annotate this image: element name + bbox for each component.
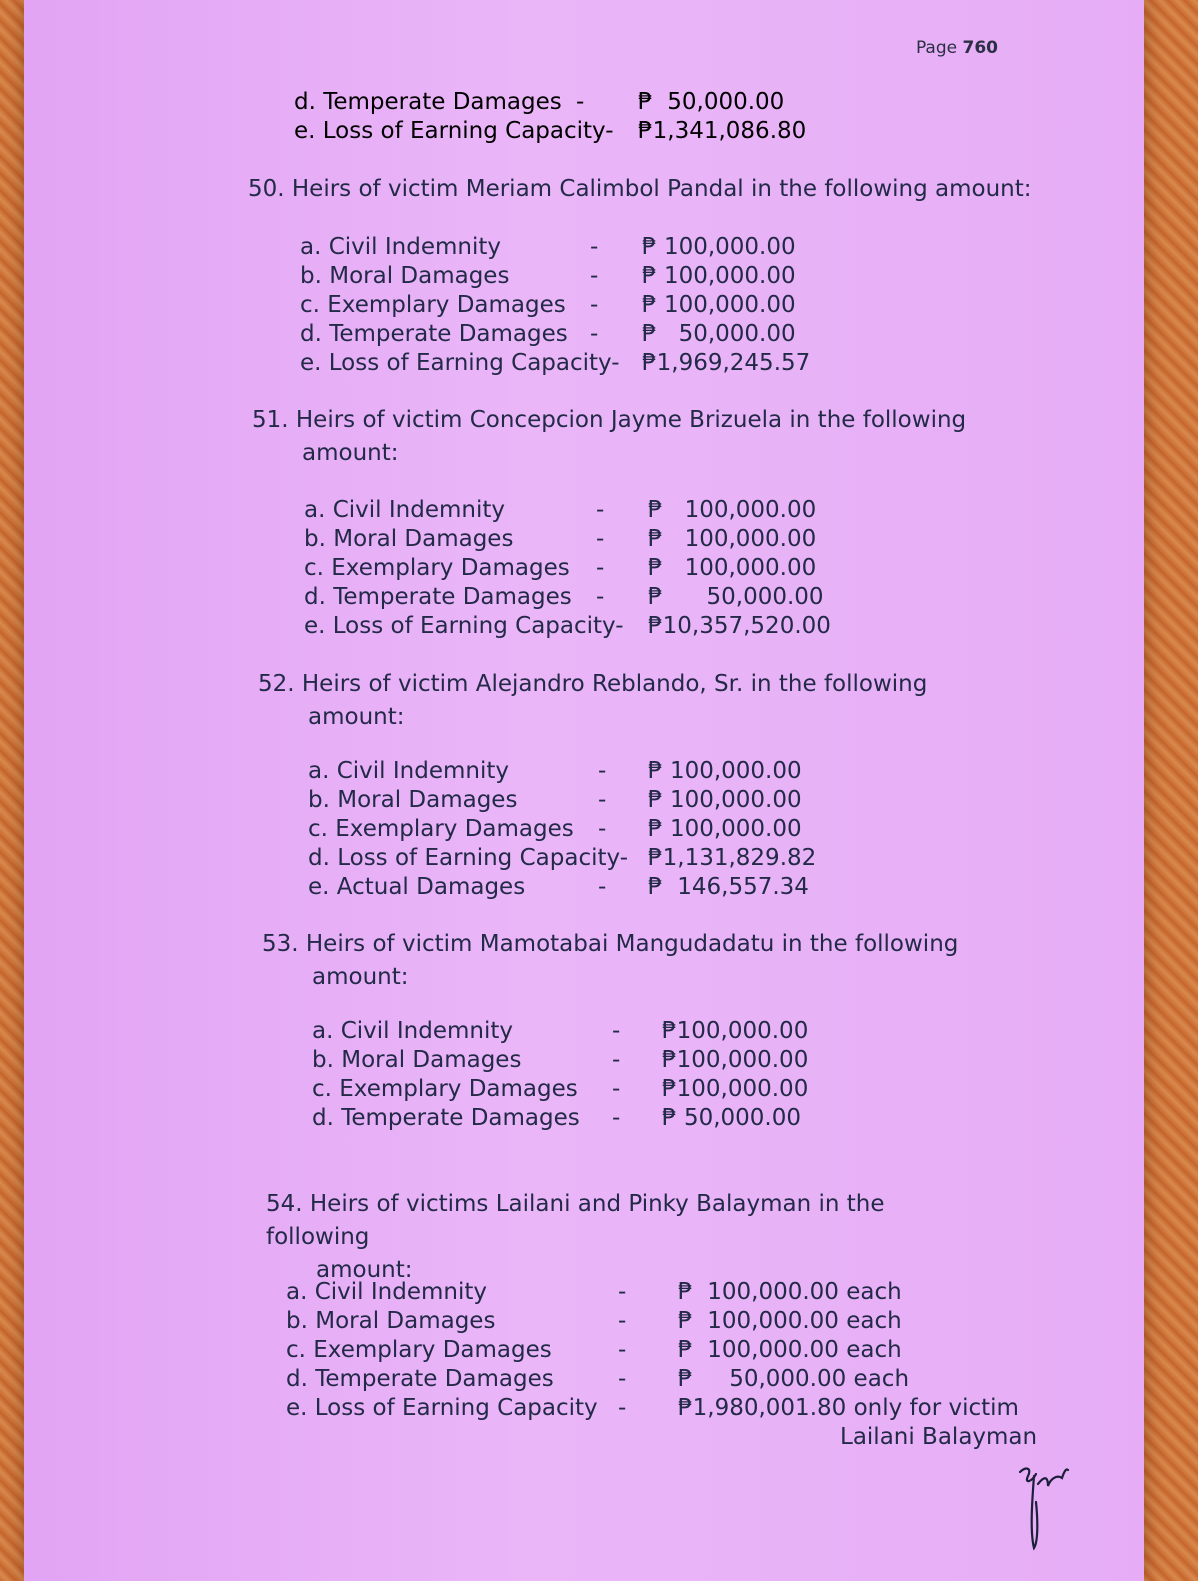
item-amount: ₱100,000.00: [662, 1018, 809, 1044]
section-heading-text: Heirs of victims Lailani and Pinky Balayman in the following: [266, 1191, 885, 1250]
section-heading-text: Heirs of victim Mamotabai Mangudadatu in the following: [305, 931, 959, 957]
item-label: d. Temperate Damages: [294, 89, 562, 115]
item-amount: ₱1,969,245.57: [642, 350, 811, 376]
item-amount: ₱1,980,001.80 only for victim: [678, 1395, 1019, 1421]
item-label: e. Loss of Earning Capacity-: [304, 613, 624, 639]
item-amount: ₱ 100,000.00 each: [678, 1337, 902, 1363]
section-heading-53: [262, 928, 982, 994]
item-label: c. Exemplary Damages: [304, 555, 570, 581]
item-amount: ₱ 50,000.00: [638, 89, 785, 115]
item-amount: ₱ 100,000.00: [648, 526, 817, 552]
item-dash: -: [612, 1076, 621, 1102]
item-dash: -: [612, 1047, 621, 1073]
section-heading-continuation: amount:: [308, 704, 405, 730]
item-amount: ₱ 100,000.00: [642, 292, 796, 318]
item-dash: -: [598, 816, 607, 842]
item-label: c. Exemplary Damages: [300, 292, 566, 318]
item-label: e. Loss of Earning Capacity: [286, 1395, 598, 1421]
item-label: c. Exemplary Damages: [312, 1076, 578, 1102]
item-amount: ₱ 50,000.00 each: [678, 1366, 910, 1392]
item-label: d. Loss of Earning Capacity-: [308, 845, 629, 871]
item-label: e. Actual Damages: [308, 874, 526, 900]
item-note: Lailani Balayman: [840, 1424, 1038, 1450]
item-amount: ₱ 100,000.00: [642, 263, 796, 289]
section-heading-continuation: amount:: [312, 964, 409, 990]
item-amount: ₱10,357,520.00: [648, 613, 831, 639]
item-dash: -: [618, 1366, 627, 1392]
item-amount: ₱ 100,000.00: [648, 758, 802, 784]
item-dash: -: [590, 234, 599, 260]
item-dash: -: [576, 89, 585, 115]
item-label: d. Temperate Damages: [312, 1105, 580, 1131]
item-label: e. Loss of Earning Capacity-: [300, 350, 620, 376]
section-number: 52.: [258, 671, 295, 697]
section-heading-50: [248, 173, 1032, 206]
item-amount: ₱ 50,000.00: [662, 1105, 801, 1131]
item-amount: ₱ 50,000.00: [648, 584, 824, 610]
item-amount: ₱1,131,829.82: [648, 845, 817, 871]
item-label: b. Moral Damages: [312, 1047, 522, 1073]
item-label: b. Moral Damages: [300, 263, 510, 289]
item-label: d. Temperate Damages: [286, 1366, 554, 1392]
item-label: d. Temperate Damages: [300, 321, 568, 347]
section-heading-54: [266, 1188, 986, 1287]
item-amount: ₱ 100,000.00 each: [678, 1308, 902, 1334]
item-amount: ₱ 100,000.00: [648, 787, 802, 813]
section-number: 51.: [252, 407, 289, 433]
item-label: b. Moral Damages: [286, 1308, 496, 1334]
section-heading-continuation: amount:: [316, 1257, 413, 1283]
item-dash: -: [590, 321, 599, 347]
item-amount: ₱ 146,557.34: [648, 874, 809, 900]
item-amount: ₱ 100,000.00: [642, 234, 796, 260]
section-heading-text: Heirs of victim Concepcion Jayme Brizuela in the following: [295, 407, 967, 433]
section-number: 53.: [262, 931, 299, 957]
item-dash: -: [590, 263, 599, 289]
item-dash: -: [612, 1105, 621, 1131]
item-dash: -: [596, 526, 605, 552]
item-dash: -: [618, 1308, 627, 1334]
item-amount: ₱100,000.00: [662, 1076, 809, 1102]
item-label: a. Civil Indemnity: [286, 1279, 487, 1305]
item-dash: -: [618, 1337, 627, 1363]
item-label: a. Civil Indemnity: [300, 234, 501, 260]
item-dash: -: [590, 292, 599, 318]
item-amount: ₱ 100,000.00: [648, 555, 817, 581]
item-dash: -: [596, 555, 605, 581]
item-amount: ₱100,000.00: [662, 1047, 809, 1073]
item-amount: ₱ 100,000.00: [648, 816, 802, 842]
item-dash: -: [598, 874, 607, 900]
item-label: a. Civil Indemnity: [304, 497, 505, 523]
item-label: b. Moral Damages: [304, 526, 514, 552]
item-label: c. Exemplary Damages: [286, 1337, 552, 1363]
section-heading-continuation: amount:: [302, 440, 399, 466]
item-dash: -: [612, 1018, 621, 1044]
item-dash: -: [596, 584, 605, 610]
item-label: e. Loss of Earning Capacity-: [294, 118, 614, 144]
section-heading-text: Heirs of victim Alejandro Reblando, Sr. in the following: [301, 671, 928, 697]
item-label: a. Civil Indemnity: [308, 758, 509, 784]
page-label: Page: [915, 38, 958, 58]
page-number-value: 760: [962, 38, 998, 58]
item-label: c. Exemplary Damages: [308, 816, 574, 842]
item-amount: ₱ 50,000.00: [642, 321, 796, 347]
handwritten-initials: [1012, 1462, 1072, 1552]
section-heading-52: [258, 668, 978, 734]
item-dash: -: [596, 497, 605, 523]
item-label: b. Moral Damages: [308, 787, 518, 813]
item-label: d. Temperate Damages: [304, 584, 572, 610]
section-heading-51: [252, 404, 972, 470]
item-amount: ₱1,341,086.80: [638, 118, 807, 144]
item-amount: ₱ 100,000.00 each: [678, 1279, 902, 1305]
item-dash: -: [618, 1395, 627, 1421]
page-number: [916, 38, 998, 58]
item-dash: -: [598, 758, 607, 784]
document-page: [24, 0, 1144, 1581]
item-dash: -: [598, 787, 607, 813]
section-number: 54.: [266, 1191, 303, 1217]
item-label: a. Civil Indemnity: [312, 1018, 513, 1044]
section-number: 50.: [248, 176, 285, 202]
item-dash: -: [618, 1279, 627, 1305]
section-heading-text: Heirs of victim Meriam Calimbol Pandal in the following amount:: [291, 176, 1032, 202]
item-amount: ₱ 100,000.00: [648, 497, 817, 523]
